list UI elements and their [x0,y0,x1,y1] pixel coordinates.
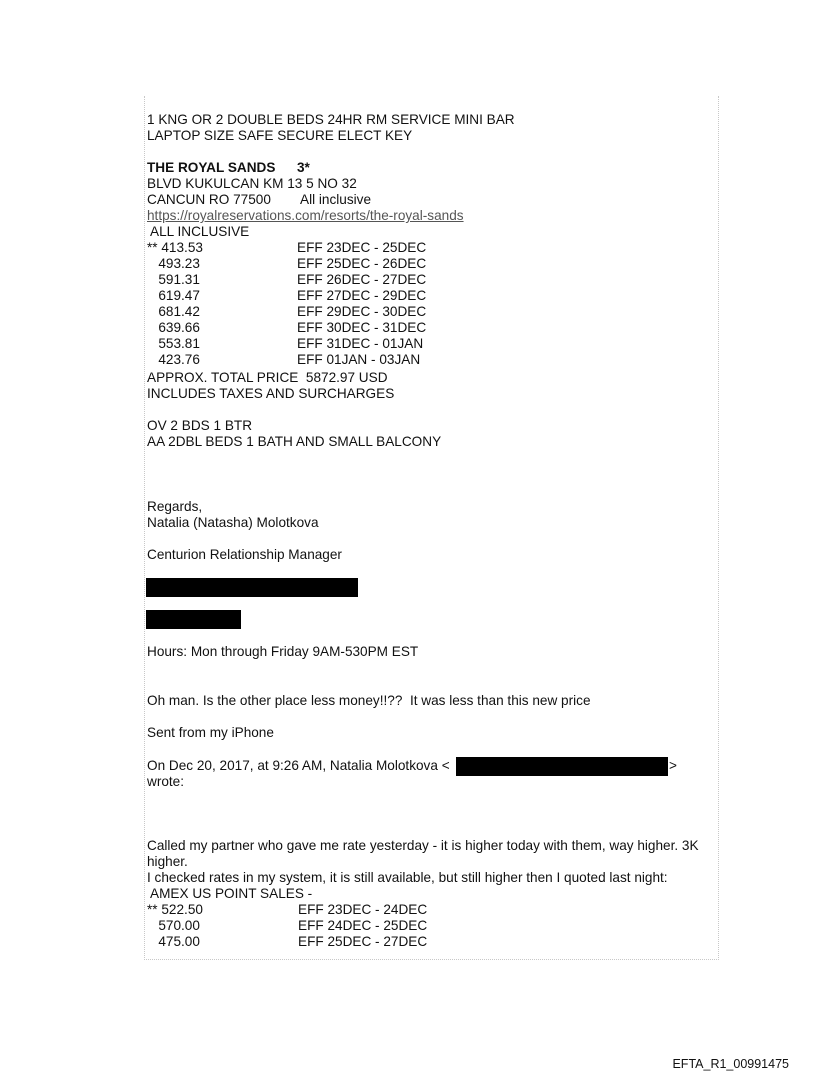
rate-eff: EFF 01JAN - 03JAN [297,352,421,367]
hotel-rating: 3* [297,160,310,175]
hotel-address: BLVD KUKULCAN KM 13 5 NO 32 [147,176,357,191]
room-desc-line: 1 KNG OR 2 DOUBLE BEDS 24HR RM SERVICE MINI BAR [147,112,515,127]
rate-eff: EFF 23DEC - 25DEC [297,240,427,255]
rate-price: ** 522.50 [147,902,203,917]
hotel-name: THE ROYAL SANDS [147,160,276,175]
rate-price: ** 413.53 [147,240,203,255]
rate-eff: EFF 25DEC - 27DEC [298,934,428,949]
room-code: OV 2 BDS 1 BTR [147,418,253,433]
rate-eff: EFF 26DEC - 27DEC [297,272,427,287]
rate-eff: EFF 29DEC - 30DEC [297,304,427,319]
quote-header-wrote: wrote: [147,774,185,789]
rate-price: 681.42 [147,304,200,319]
rate-price: 591.31 [147,272,200,287]
hotel-plan: All inclusive [300,192,372,207]
rate-price: 423.76 [147,352,200,367]
rate-price: 493.23 [147,256,200,271]
redaction-bar [146,578,358,597]
rate-eff: EFF 31DEC - 01JAN [297,336,424,351]
quoted-line: higher. [147,854,188,869]
rate-price: 619.47 [147,288,200,303]
rate-price: 553.81 [147,336,200,351]
rate-price: 570.00 [147,918,200,933]
quoted-line: Called my partner who gave me rate yesterday - it is higher today with them, way higher. 3K [147,838,699,853]
sender-name: Natalia (Natasha) Molotkova [147,515,319,530]
sender-title: Centurion Relationship Manager [147,547,342,562]
rate-eff: EFF 25DEC - 26DEC [297,256,427,271]
reply-message: Oh man. Is the other place less money!!?? It was less than this new price [147,693,591,708]
hotel-url-link[interactable]: https://royalreservations.com/resorts/the-royal-sands [147,208,464,223]
redaction-bar [146,610,241,629]
includes-taxes: INCLUDES TAXES AND SURCHARGES [147,386,395,401]
rate-price: 639.66 [147,320,200,335]
rate-price: 475.00 [147,934,200,949]
rate-eff: EFF 23DEC - 24DEC [298,902,428,917]
quoted-line: I checked rates in my system, it is still available, but still higher then I quoted last night: [147,870,668,885]
hotel-city: CANCUN RO 77500 [147,192,271,207]
room-desc-line: LAPTOP SIZE SAFE SECURE ELECT KEY [147,128,413,143]
rate-eff: EFF 24DEC - 25DEC [298,918,428,933]
regards: Regards, [147,499,203,514]
office-hours: Hours: Mon through Friday 9AM-530PM EST [147,644,419,659]
rate-eff: EFF 30DEC - 31DEC [297,320,427,335]
room-description: AA 2DBL BEDS 1 BATH AND SMALL BALCONY [147,434,442,449]
quoted-line: AMEX US POINT SALES - [147,886,313,901]
quote-header-end: > [669,758,677,773]
sent-from: Sent from my iPhone [147,725,274,740]
rate-eff: EFF 27DEC - 29DEC [297,288,427,303]
hotel-plan-caps: ALL INCLUSIVE [147,224,250,239]
approx-total: APPROX. TOTAL PRICE 5872.97 USD [147,370,388,385]
redaction-bar [456,757,668,776]
document-id: EFTA_R1_00991475 [672,1057,789,1071]
quote-header: On Dec 20, 2017, at 9:26 AM, Natalia Molotkova < [147,758,450,773]
